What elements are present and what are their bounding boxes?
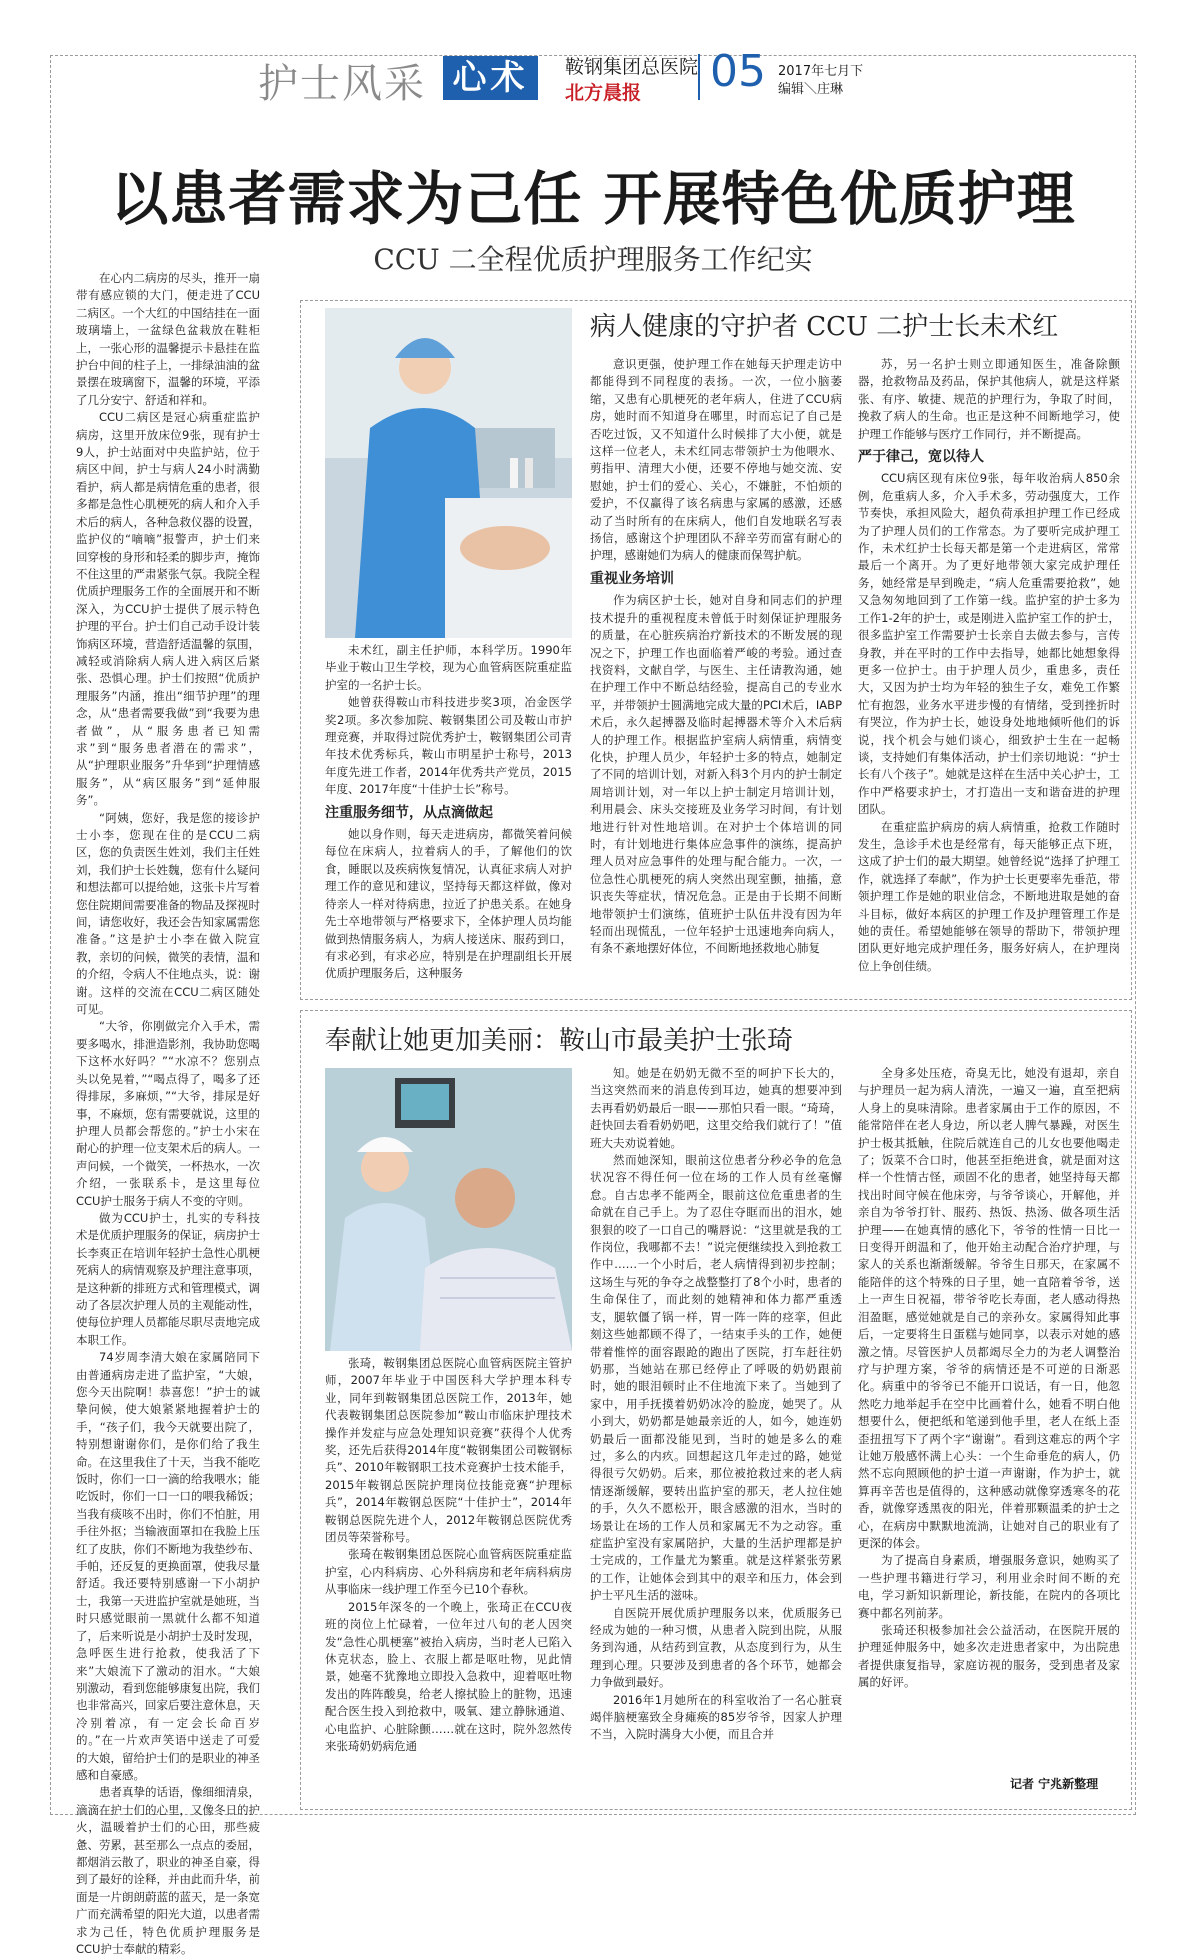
story1-col3 <box>858 356 1120 994</box>
story1-col2 <box>590 356 842 994</box>
story2-photo <box>325 1068 572 1351</box>
story2-col1 <box>325 1355 572 1797</box>
story2-para: 自医院开展优质护理服务以来，优质服务已经成为她的一种习惯，从患者入院到出院，从服务到沟通，从结药到宣教，从态度到行为，从生理到心理。只要涉及到患者的各个环节，她都会力争做到最好。 <box>590 1605 842 1690</box>
editor-line: 编辑＼庄琳 <box>778 82 844 97</box>
headline: 以患者需求为己任 开展特色优质护理 <box>110 165 1076 233</box>
story2-para: 全身多处压疮，奇臭无比，她没有退却，亲自与护理员一起为病人清洗，一遍又一遍，直至把病人身上的臭味清除。患者家属由于工作的原因，不能常陪伴在老人身边，所以老人脾气暴躁，对医生护士极其抵触，住院后就连自己的儿女也要他喝走了；饭菜不合口时，他甚至拒绝进食，就是面对这样一个性情古怪，顽固不化的患者，她坚持每天都找出时间守候在他床旁，与爷爷谈心，开解他，并亲自为爷爷打针、服药、热饭、热汤、做各项生活护理——在她真情的感化下，爷爷的性情一日比一日变得开朗温和了，他开始主动配合治疗护理，与家人的关系也渐渐缓解。爷爷生日那天，在家属不能陪伴的这个特殊的日子里，她一直陪着爷爷，送上一声生日祝福，带爷爷吃长寿面，老人感动得热泪盈眶，感觉她就是自己的亲孙女。家属得知此事后，一定要将生日蛋糕与她同享，以表示对她的感激之情。尽管医护人员都竭尽全力的为老人调整治疗与护理方案，爷爷的病情还是不可逆的日渐恶化。病重中的爷爷已不能开口说话，有一日，他忽然吃力地举起手在空中比画着什么，她看不明白他想要什么，便把纸和笔递到他手里，老人在纸上歪歪扭扭写下了两个字“谢谢”。看到这难忘的两个字让她万般感怀满上心头：一个生命垂危的病人，仍然不忘向照顾他的护士道一声谢谢，作为护士，就算再辛苦也是值得的，这种感动就像穿透寒冬的花香，就像穿透黑夜的阳光，伴着那颗温柔的护士之心，在病房中默默地流淌，让她对自己的职业有了更深的体会。 <box>858 1066 1120 1550</box>
story1-para: 在重症监护病房的病人病情重，抢救工作随时发生，急诊手术也是经常有，每天能够正点下班，这成了护士们的最大期望。她曾经说“选择了护理工作，就选择了奉献”，作为护士长更要率先垂范，带领护理工作是她的职业信念，不断地进取是她的奋斗目标，做好本病区的护理工作及护理管理工作是她的责任。希望她能够在领导的帮助下，带领护理团队更好地完成护理任务，服务好病人，在护理岗位上争创佳绩。 <box>858 819 1120 973</box>
story1-sub2: 重视业务培训 <box>590 570 674 587</box>
story2-col3 <box>858 1065 1120 1765</box>
masthead-divider <box>698 54 700 100</box>
story2-para: 知。她是在奶奶无微不至的呵护下长大的，当这突然而来的消息传到耳边，她真的想要冲到去再看奶奶最后一眼——那怕只看一眼。“琦琦，赶快回去看看奶奶吧，这里交给我们就行了！”值班大夫劝说着她。 <box>590 1066 842 1150</box>
story1-sub1: 注重服务细节，从点滴做起 <box>325 804 493 821</box>
hospital-name: 鞍钢集团总医院 <box>565 56 699 78</box>
story2-title: 奉献让她更加美丽：鞍山市最美护士张琦 <box>325 1026 794 1056</box>
story2-para: 2015年深冬的一个晚上，张琦正在CCU夜班的岗位上忙碌着，一位年过八旬的老人因突发“急性心肌梗塞”被抬入病房，当时老人已陷入休克状态，脸上、衣服上都是呕吐物，见此情景，她毫不犹豫地立即投入急救中，迎着呕吐物发出的阵阵酸臭，给老人擦拭脸上的脏物，迅速配合医生投入到抢救中，吸氧、建立静脉通道、心电监护、心脏除颤……就在这时，院外忽然传来张琦奶奶病危通 <box>325 1599 572 1753</box>
paper-name: 北方晨报 <box>565 82 642 104</box>
nurse-photo-illustration <box>325 308 572 638</box>
left-para: 做为CCU护士，扎实的专科技术是优质护理服务的保证，病房护士长李爽正在培训年轻护士急性心肌梗死病人的病情观察及护理注意事项，是这种新的排班方式和管理模式，调动了各层次护理人员的主观能动性，使每位护理人员都能尽职尽责地完成本职工作。 <box>76 1210 260 1347</box>
reporter-credit: 记者 宁兆新整理 <box>1010 1777 1099 1791</box>
subheadline: CCU 二全程优质护理服务工作纪实 <box>373 243 813 276</box>
nurse-patient-photo-illustration <box>325 1068 572 1351</box>
story1-para: 苏，另一名护士则立即通知医生，准备除颤器，抢救物品及药品，保护其他病人，就是这样紧张、有序、敏捷、规范的护理行为，争取了时间，挽救了病人的生命。也正是这种不间断地学习，使护理工作能够与医疗工作同行，并不断提高。 <box>858 357 1120 441</box>
column-logo: 心术 <box>443 56 538 100</box>
story2-col2 <box>590 1065 842 1797</box>
story1-sub3: 严于律己，宽以待人 <box>858 449 984 466</box>
story2-para: 为了提高自身素质，增强服务意识，她购买了一些护理书籍进行学习，利用业余时间不断的充电，学习新知识新理论，新技能，在院内的各项比赛中都名列前茅。 <box>858 1553 1120 1620</box>
left-para: 在心内二病房的尽头，推开一扇带有感应锁的大门，便走进了CCU二病区。一个大红的中国结挂在一面玻璃墙上，一盆绿色盆栽放在鞋柜上，一张心形的温馨提示卡悬挂在监护台中间的柱子上，一排绿油油的盆景摆在玻璃窗下，温馨的环境，平添了几分安宁、舒适和祥和。 <box>76 271 260 407</box>
page-number: 05 <box>710 46 766 97</box>
left-para: CCU二病区是冠心病重症监护病房，这里开放床位9张，现有护士9人，护士站面对中央监护站，位于病区中间，护士与病人24小时满勤看护，病人都是病情危重的患者，很多都是急性心肌梗死的病人和介入手术后的病人，各种急救仪器的设置，监护仪的“嘀嘀”报警声，护士们来回穿梭的身形和轻柔的脚步声，掩饰不住这里的严肃紧张气氛。我院全程优质护理服务工作的全面展开和不断深入，为CCU护士提供了展示特色护理的平台。护士们自己动手设计装饰病区环境，营造舒适温馨的氛围，减轻或消除病人病人进入病区后紧张、恐惧心理。护士们按照“优质护理服务”内涵，推出“细节护理”的理念，从“患者需要我做”到“我要为患者做”，从“服务患者已知需求”到“服务患者潜在的需求”，从“护理职业服务”升华到“护理情感服务”，从“病区服务”到“延伸服务”。 <box>76 410 260 808</box>
left-column <box>76 270 260 1956</box>
story1-caption: 未术红，副主任护师，本科学历。1990年毕业于鞍山卫生学校，现为心血管病医院重症监护室的一名护士长。 <box>325 643 572 692</box>
left-para: “阿姨，您好，我是您的接诊护士小李，您现在住的是CCU二病区，您的负责医生姓刘，我们主任姓刘，我们护士长姓魏，您有什么疑问和想法都可以提给她，这张卡片写着您住院期间需要准备的物品及探视时间，请您收好，我还会告知家属需您准备。”这是护士小李在做入院宣教，亲切的问候，微笑的表情，温和的介绍，令病人不住地点头，说：谢谢。这样的交流在CCU二病区随处可见。 <box>76 810 260 1017</box>
story2-para: 2016年1月她所在的科室收治了一名心脏衰竭伴脑梗塞致全身瘫痪的85岁爷爷，因家人护理不当，入院时满身大小便，而且合并 <box>590 1692 842 1742</box>
story2-para: 张琦还积极参加社会公益活动，在医院开展的护理延伸服务中，她多次走进患者家中，为出院患者提供康复指导，家庭访视的服务，受到患者及家属的好评。 <box>858 1623 1120 1690</box>
story1-title: 病人健康的守护者 CCU 二护士长未术红 <box>590 312 1059 342</box>
story1-para: CCU病区现有床位9张，每年收治病人850余例，危重病人多，介入手术多，劳动强度大，工作节奏快，承担风险大，超负荷承担护理工作已经成为了护理人员们的工作常态。为了要听完成护理工作，未术红护士长每天都是第一个走进病区，常常最后一个离开。为了更好地带领大家完成护理任务，她经常是早到晚走，“病人危重需要抢救”，她又急匆匆地回到了工作第一线。监护室的护士多为工作1-2年的护士，或是刚进入监护室工作的护士，很多监护室工作需要护士长亲自去做去参与，言传身教，并在平时的工作中去指导，她都比她想象得更多一位护士。由于护理人员少，重患多，责任大，又因为护士均为年轻的独生子女，难免工作繁忙有抱怨，业务水平进步慢的有情绪，受到挫折时有哭泣，作为护士长，她设身处地地倾听他们的诉说，找个机会与她们谈心，细致护士生在一起畅谈，支持她们有集体活动，护士们亲切地说：“护士长有八个孩子”。她就是这样在生活中关心护士，工作中严格要求护士，才打造出一支和谐奋进的护理团队。 <box>858 471 1120 817</box>
left-para: 患者真挚的话语，像细细清泉，滴滴在护士们的心里，又像冬日的护火，温暖着护士们的心田，那些疲惫、劳累，甚至那么一点点的委屈，都烟消云散了，职业的神圣自豪，得到了最好的诠释，并由此而升华，前面是一片朗朗蔚蓝的蓝天，是一条宽广而充满希望的阳光大道，以患者需求为己任，特色优质护理服务是CCU护士奉献的精彩。 <box>76 1785 260 1956</box>
story1-para: 她以身作则，每天走进病房，都微笑着问候每位在床病人，拉着病人的手，了解他们的饮食，睡眠以及疾病恢复情况，认真征求病人对护理工作的意见和建议，坚持每天都这样做，像对待亲人一样对待病患，拉近了护患关系。在她身先士卒地带领与严格要求下，全体护理人员均能做到热情服务病人，为病人接送床、服药到口，有求必到，有求必应，特别是在护理副组长开展优质护理服务后，这种服务 <box>325 827 572 981</box>
story1-col1 <box>325 642 572 994</box>
story2-para: 张琦在鞍钢集团总医院心血管病医院重症监护室，心内科病房、心外科病房和老年病科病房从事临床一线护理工作至今已10个春秋。 <box>325 1547 572 1597</box>
left-para: 74岁周李清大娘在家属陪同下由普通病房走进了监护室，“大娘，您今天出院啊！恭喜您！”护士的诚挚问候，使大娘紧紧地握着护士的手，“孩子们，我今天就要出院了，特别想谢谢你们，是你们给了我生命。在这里我住了十天，当我不能吃饭时，你们一口一滴的给我喂水；能吃饭时，你们一口一口的喂我稀饭；当我有痰咳不出时，你们不怕脏，用手往外抠；当输液面罩扣在我脸上压红了皮肤，你们不断地为我垫纱布、手帕，还反复的更换面罩，使我尽量舒适。我还要特别感谢一下小胡护士，我第一天进监护室就是她班，当时只感觉眼前一黑就什么都不知道了，后来听说是小胡护士及时发现，急呼医生进行抢救，使我活了下来”大娘流下了激动的泪水。“大娘别激动，看到您能够康复出院，我们也非常高兴，回家后要注意休息，天冷别着凉，有一定会长命百岁的。”在一片欢声笑语中送走了可爱的大娘，留给护士们的是职业的神圣感和自豪感。 <box>76 1350 260 1782</box>
story2-caption: 张琦，鞍钢集团总医院心血管病医院主管护师，2007年毕业于中国医科大学护理本科专业，同年到鞍钢集团总医院工作，2013年，她代表鞍钢集团总医院参加“鞍山市临床护理技术操作并发症与应急处理知识竞赛”获得个人优秀奖，还先后获得2014年度“鞍钢集团公司鞍钢标兵”、2010年鞍钢职工技术竞赛护士技术能手，2015年鞍钢总医院护理岗位技能竞赛“护理标兵”，2014年鞍钢总医院“十佳护士”，2014年鞍钢总医院先进个人，2012年鞍钢总医院优秀团员等荣誉称号。 <box>325 1356 572 1545</box>
section-name: 护士风采 <box>258 61 426 107</box>
story1-para: 作为病区护士长，她对自身和同志们的护理技术提升的重视程度未曾低于时刻保证护理服务的质量，在心脏疾病治疗新技术的不断发展的现况之下，护理工作也面临着严峻的考验。通过查找资料，文献自学，与医生、主任请教沟通，她在护理工作中不断总结经验，提高自己的专业水平，并带领护士圆满地完成大量的PCI术后，IABP术后，永久起搏器及临时起搏器术等介入术后病人的护理工作。根据监护室病人病情重，病情变化快，护理人员少，年轻护士多的特点，她制定了不同的培训计划，对新入科3个月内的护士制定周培训计划，对一年以上护士制定月培训计划，利用晨会、床头交接班及业务学习时间，有计划地进行针对性地培训。在对护士个体培训的同时，有计划地进行集体应急事件的演练，提高护理人员对应急事件的处理与配合能力。一次，一位急性心肌梗死的病人突然出现室颤，抽搐，意识丧失等症状，情况危急。正是由于长期不间断地带领护士们演练，值班护士队伍井没有因为年轻而出现慌乱，一位年轻护士迅速地奔向病人，有条不紊地摆好体位，不间断地拯救地心肺复 <box>590 593 842 956</box>
story2-para: 然而她深知，眼前这位患者分秒必争的危急状况容不得任何一位在场的工作人员有丝毫懈怠。自古忠孝不能两全，眼前这位危重患者的生命就在自己手上。为了忍住夺眶而出的泪水，她狠狠的咬了一口自己的嘴唇说：“这里就是我的工作岗位，我哪都不去！”说完便继续投入到抢救工作中……一个小时后，老人病情得到初步控制；这场生与死的争夺之战整整打了8个小时，患者的生命保住了，而此刻的她精神和体力都严重透支，腿软僵了锅一样，胃一阵一阵的痉挛，但此刻这些她都顾不得了，一结束手头的工作，她便带着惟悴的面容跟跄的跑出了医院，打车赶往奶奶那，当她站在那已经停止了呼吸的奶奶跟前时，她的眼泪顿时止不住地流下来了。当她到了家中，用手抚摸着奶奶冰冷的脸庞，她哭了。从小到大，奶奶都是她最亲近的人，如今，她连奶奶最后一面都没能见到，当时的她是多么的难过，多么的内疚。回想起这几年走过的路，她觉得很亏欠奶奶。后来，那位被抢救过来的老人病情逐渐缓解，要转出监护室的那天，老人拉住她的手，久久不愿松开，眼含感激的泪水，当时的场景让在场的工作人员和家属无不为之动容。重症监护室没有家属陪护，大量的生活护理都是护士完成的，工作量尤为繁重。就是这样紧张劳累的工作，让她体会到其中的艰辛和压力，体会到护士平凡生活的滋味。 <box>590 1153 842 1603</box>
story1-para: 意识更强，使护理工作在她每天护理走访中都能得到不同程度的表扬。一次，一位小脑萎缩，又患有心肌梗死的老年病人，住进了CCU病房，她时而不知道身在哪里，时而忘记了自己是否吃过饭，又不知道什么时候排了大小便，就是这样一位老人，未术红同志带领护士为他喂水、剪指甲、清理大小便，还要不停地与她交流、安慰她，护士们的爱心、关心，不嫌脏，不怕烦的爱护，不仅赢得了该名病患与家属的感激，还感动了当时所有的在床病人，他们自发地联名写表扬信，感谢这个护理团队不辞辛劳而富有耐心的护理，感谢她们为病人的健康而保驾护航。 <box>590 357 842 563</box>
story1-para: 她曾获得鞍山市科技进步奖3项，冶金医学奖2项。多次参加院、鞍钢集团公司及鞍山市护理竞赛，并取得过院优秀护士，鞍钢集团公司青年技术优秀标兵，鞍山市明星护士称号，2013年度先进工作者，2014年优秀共产党员，2015年度、2017年度“十佳护士长”称号。 <box>325 695 572 797</box>
issue-date: 2017年七月下 <box>778 64 864 79</box>
story1-photo <box>325 308 572 638</box>
left-para: “大爷，你刚做完介入手术，需要多喝水，排泄造影剂，我协助您喝下这杯水好吗？”“水凉不？您别点头以免晃着，”“喝点得了，喝多了还得排尿，多麻烦，”“大爷，排尿是好事，不麻烦，您有需要就说，这里的护理人员都会帮您的。”护士小宋在耐心的护理一位支架术后的病人。一声问候，一个微笑，一杯热水，一次介绍，一张联系卡，是这里每位CCU护士服务于病人不变的守则。 <box>76 1019 260 1208</box>
